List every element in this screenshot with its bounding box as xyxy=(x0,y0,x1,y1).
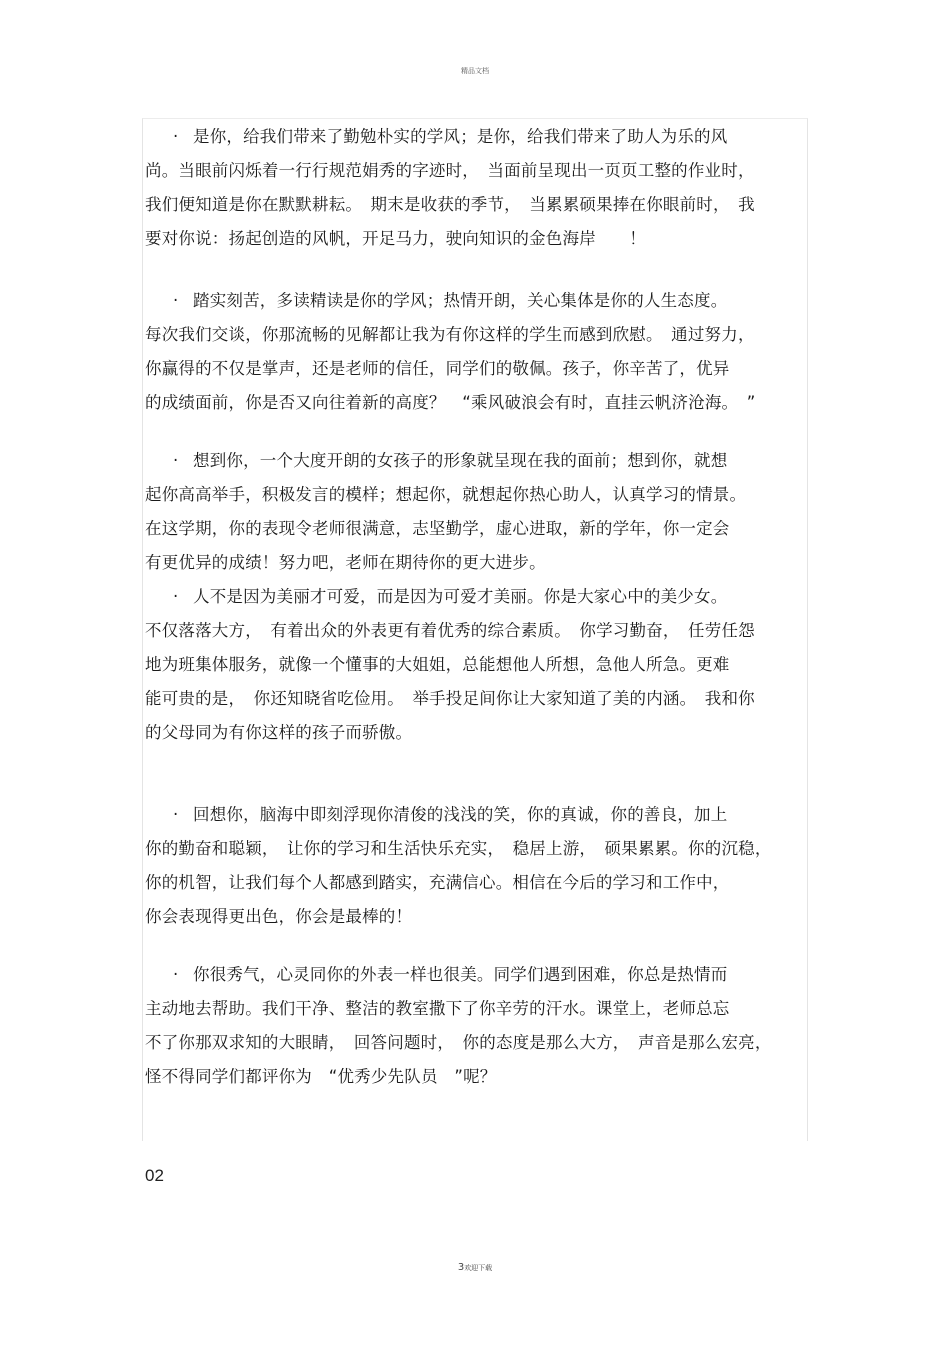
paragraph-line xyxy=(145,478,805,512)
page-footer xyxy=(0,1262,950,1273)
line-text: 你很秀气，心灵同你的外表一样也很美。同学们遇到困难，你总是热情而 xyxy=(193,965,728,984)
section-number: 02 xyxy=(145,1166,164,1185)
paragraph-line xyxy=(145,154,805,188)
line-text: 踏实刻苦，多读精读是你的学风；热情开朗，关心集体是你的人生态度。 xyxy=(193,291,728,310)
line-text: 不了你那双求知的大眼睛， 回答问题时， 你的态度是那么大方， 声音是那么宏亮， xyxy=(145,1033,772,1052)
paragraph-line xyxy=(145,284,805,318)
paragraph-line xyxy=(145,682,805,716)
line-text: 怪不得同学们都评你为 “优秀少先队员 ”呢？ xyxy=(145,1067,497,1086)
paragraph-line xyxy=(145,614,805,648)
bullet-mark: · xyxy=(173,965,179,984)
page-number: 3 xyxy=(457,1262,465,1273)
paragraph-line xyxy=(145,318,805,352)
line-text: 尚。当眼前闪烁着一行行规范娟秀的字迹时， 当面前呈现出一页页工整的作业时， xyxy=(145,161,755,180)
line-text: 不仅落落大方， 有着出众的外表更有着优秀的综合素质。 你学习勤奋， 任劳任怨 xyxy=(145,621,755,640)
paragraph-line xyxy=(145,386,805,420)
paragraph-line xyxy=(145,1026,805,1060)
paragraph-line xyxy=(145,512,805,546)
paragraph-line xyxy=(145,866,805,900)
paragraph-line xyxy=(145,222,805,256)
paragraph-line xyxy=(145,798,805,832)
paragraph xyxy=(145,798,805,934)
line-text: 的成绩面前，你是否又向往着新的高度？ “乘风破浪会有时，直挂云帆济沧海。 ” xyxy=(145,393,756,412)
paragraph xyxy=(145,958,805,1094)
line-text: 在这学期，你的表现令老师很满意，志坚勤学，虚心进取，新的学年，你一定会 xyxy=(145,519,730,538)
paragraph-line xyxy=(145,188,805,222)
page-header: 精品文档 xyxy=(461,67,489,75)
line-text: 你的机智，让我们每个人都感到踏实，充满信心。相信在今后的学习和工作中， xyxy=(145,873,730,892)
line-text: 要对你说：扬起创造的风帆，开足马力，驶向知识的金色海岸 ！ xyxy=(145,229,646,248)
bullet-mark: · xyxy=(173,805,179,824)
paragraph-line xyxy=(145,546,805,580)
bullet-mark: · xyxy=(173,291,179,310)
paragraph xyxy=(145,120,805,256)
paragraph xyxy=(145,444,805,580)
paragraph-line xyxy=(145,648,805,682)
footer-text: 欢迎下载 xyxy=(464,1264,493,1272)
paragraph xyxy=(145,284,805,420)
line-text: 我们便知道是你在默默耕耘。 期末是收获的季节， 当累累硕果捧在你眼前时， 我 xyxy=(145,195,755,214)
line-text: 主动地去帮助。我们干净、整洁的教室撒下了你辛劳的汗水。课堂上，老师总忘 xyxy=(145,999,730,1018)
paragraph-line xyxy=(145,716,805,750)
paragraph-line xyxy=(145,352,805,386)
line-text: 是你，给我们带来了勤勉朴实的学风；是你，给我们带来了助人为乐的风 xyxy=(193,127,728,146)
line-text: 每次我们交谈，你那流畅的见解都让我为有你这样的学生而感到欣慰。 通过努力， xyxy=(145,325,755,344)
line-text: 地为班集体服务，就像一个懂事的大姐姐，总能想他人所想，急他人所急。更难 xyxy=(145,655,730,674)
line-text: 你会表现得更出色，你会是最棒的！ xyxy=(145,907,413,926)
line-text: 回想你，脑海中即刻浮现你清俊的浅浅的笑，你的真诚，你的善良，加上 xyxy=(193,805,728,824)
line-text: 你的勤奋和聪颖， 让你的学习和生活快乐充实， 稳居上游， 硕果累累。你的沉稳， xyxy=(145,839,772,858)
paragraph-line xyxy=(145,832,805,866)
line-text: 人不是因为美丽才可爱，而是因为可爱才美丽。你是大家心中的美少女。 xyxy=(193,587,728,606)
line-text: 能可贵的是， 你还知晓省吃俭用。 举手投足间你让大家知道了美的内涵。 我和你 xyxy=(145,689,755,708)
paragraph-line xyxy=(145,580,805,614)
line-text: 想到你，一个大度开朗的女孩子的形象就呈现在我的面前；想到你，就想 xyxy=(193,451,728,470)
paragraph-line xyxy=(145,1060,805,1094)
line-text: 有更优异的成绩！努力吧，老师在期待你的更大进步。 xyxy=(145,553,546,572)
paragraph-line xyxy=(145,958,805,992)
bullet-mark: · xyxy=(173,587,179,606)
bullet-mark: · xyxy=(173,451,179,470)
line-text: 的父母同为有你这样的孩子而骄傲。 xyxy=(145,723,413,742)
paragraph-line xyxy=(145,900,805,934)
paragraph xyxy=(145,580,805,750)
bullet-mark: · xyxy=(173,127,179,146)
paragraph-line xyxy=(145,992,805,1026)
paragraph-line xyxy=(145,444,805,478)
line-text: 你赢得的不仅是掌声，还是老师的信任，同学们的敬佩。孩子，你辛苦了，优异 xyxy=(145,359,730,378)
paragraph-line xyxy=(145,120,805,154)
line-text: 起你高高举手，积极发言的模样；想起你，就想起你热心助人，认真学习的情景。 xyxy=(145,485,747,504)
